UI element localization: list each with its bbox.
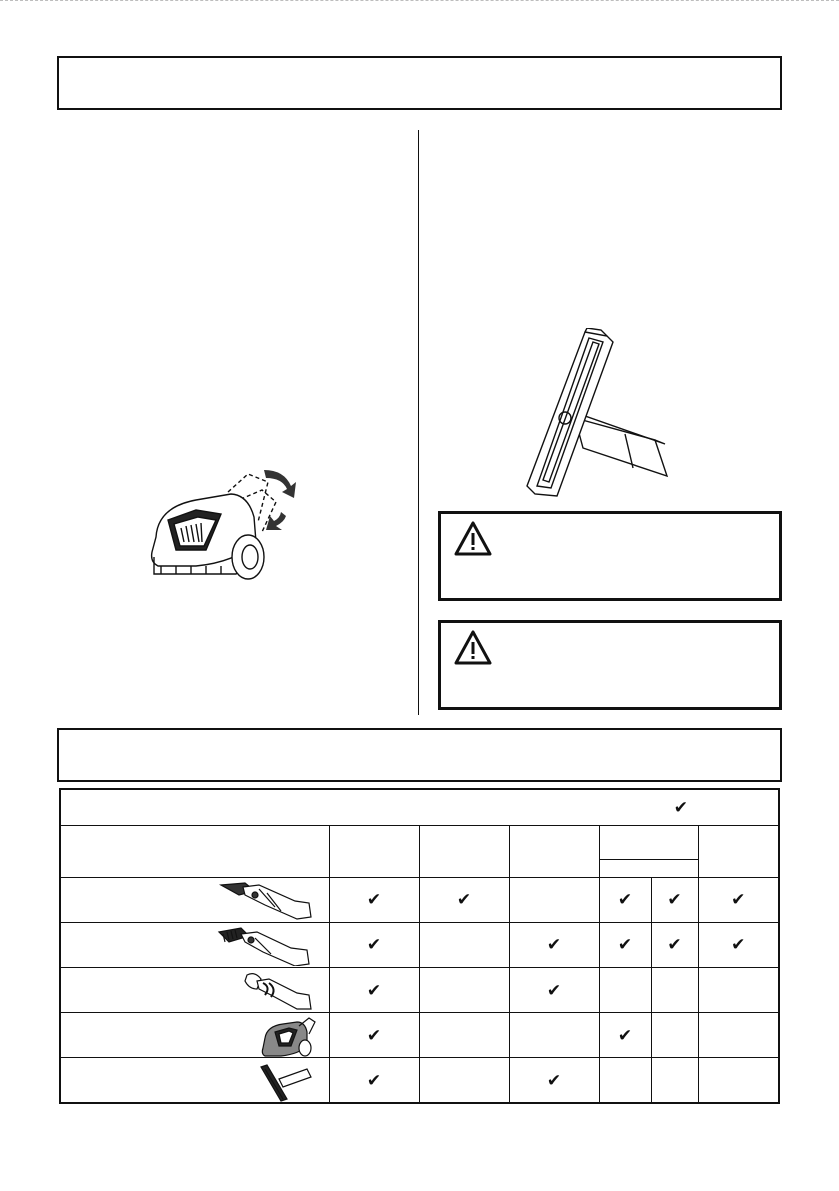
checkmark-icon: ✔ [366,980,382,1000]
check-cell [329,968,419,1013]
tool-name-cell [60,1058,329,1103]
checkmark-icon: ✔ [667,935,682,955]
check-cell [599,1058,651,1103]
header-cell-tool [60,825,329,877]
check-cell [698,968,779,1013]
check-cell [329,922,419,967]
check-cell [651,1013,698,1058]
checkmark-icon: ✔ [731,890,746,910]
check-cell [698,922,779,967]
check-cell [329,877,419,922]
check-cell [599,968,651,1013]
header-cell-3 [509,825,599,877]
combination-tool-icon [215,881,325,924]
check-cell [651,877,698,922]
checkmark-icon: ✔ [617,1025,633,1045]
checkmark-icon: ✔ [366,935,382,955]
turbo-brush-icon [255,1016,325,1061]
checkmark-icon: ✔ [366,1070,382,1090]
checkmark-icon: ✔ [366,1025,382,1045]
table-row [60,922,779,967]
check-cell [509,877,599,922]
header-cell-5 [698,825,779,877]
checkmark-icon: ✔ [546,1070,562,1090]
table-header-row [60,825,779,859]
checkmark-icon: ✔ [673,797,689,817]
check-cell [698,1013,779,1058]
tool-name-cell [60,968,329,1013]
checkmark-icon: ✔ [617,935,633,955]
guide-header-box [57,728,782,782]
checkmark-icon: ✔ [366,890,382,910]
table-row [60,1058,779,1103]
brush-tool-icon [215,926,325,969]
checkmark-icon: ✔ [546,935,562,955]
check-cell [599,877,651,922]
check-cell [509,1058,599,1103]
table-row [60,1013,779,1058]
check-cell [651,922,698,967]
check-cell [698,1058,779,1103]
check-cell [599,922,651,967]
warning-box-2 [438,620,782,710]
check-cell [651,1058,698,1103]
checkmark-icon: ✔ [546,980,562,1000]
check-cell [419,1058,509,1103]
turbo-brush-illustration [136,462,311,597]
accessory-usage-table [59,788,780,1104]
section-header-box [57,56,782,110]
upholstery-tool-icon [255,1061,325,1106]
subheader-cell [599,859,698,877]
warning-box-1 [438,511,782,601]
check-cell [509,968,599,1013]
checkmark-icon: ✔ [667,890,682,910]
check-cell [419,877,509,922]
check-cell [599,1013,651,1058]
check-cell [329,1058,419,1103]
header-cell-2 [419,825,509,877]
check-cell [698,877,779,922]
check-cell [329,1013,419,1058]
upholstery-tool-illustration [515,328,675,505]
check-cell [651,968,698,1013]
table-row [60,968,779,1013]
table-intro-cell [60,789,779,825]
check-cell [419,922,509,967]
header-cell-1 [329,825,419,877]
crop-line [0,0,839,1]
checkmark-icon: ✔ [617,890,633,910]
check-cell [419,1013,509,1058]
table-row [60,877,779,922]
tool-name-cell [60,877,329,922]
warning-triangle-icon [453,520,493,563]
checkmark-icon: ✔ [456,890,472,910]
check-cell [419,968,509,1013]
check-cell [509,1013,599,1058]
tool-name-cell [60,922,329,967]
header-cell-4 [599,825,698,859]
tool-name-cell [60,1013,329,1058]
column-divider [418,130,419,715]
check-cell [509,922,599,967]
table-intro-row [60,789,779,825]
warning-triangle-icon [453,629,493,672]
checkmark-icon: ✔ [731,935,746,955]
crevice-brush-icon [235,971,325,1014]
